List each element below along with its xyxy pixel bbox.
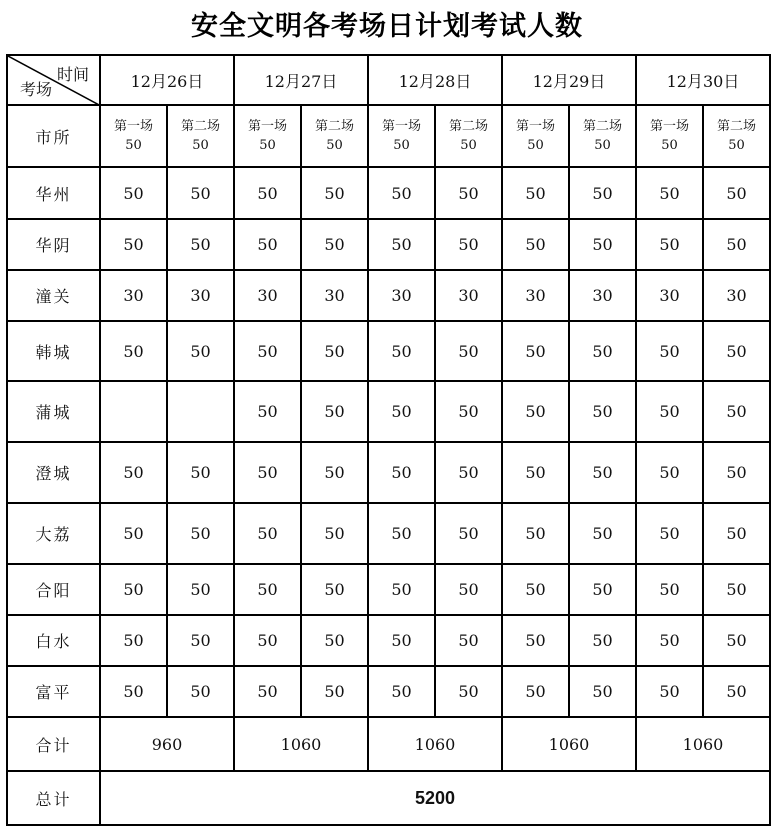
table-row <box>7 381 770 442</box>
session-label: 第一场 <box>113 119 153 134</box>
session-header <box>100 105 167 167</box>
session-count-cell: 50 <box>435 666 502 717</box>
session-header <box>368 105 435 167</box>
session-count-cell: 50 <box>234 564 301 615</box>
session-count-cell: 30 <box>636 270 703 321</box>
session-header <box>234 105 301 167</box>
table-row <box>7 270 770 321</box>
session-count-cell: 50 <box>435 167 502 219</box>
session-count-cell: 50 <box>100 564 167 615</box>
session-capacity: 50 <box>460 138 477 153</box>
session-count-cell: 50 <box>167 564 234 615</box>
table-row <box>7 564 770 615</box>
session-header <box>703 105 770 167</box>
date-header: 12月27日 <box>234 55 368 105</box>
session-header <box>301 105 368 167</box>
session-count-cell: 50 <box>703 666 770 717</box>
session-count-cell: 30 <box>368 270 435 321</box>
session-count-cell: 50 <box>435 442 502 503</box>
site-name: 合阳 <box>7 564 100 615</box>
session-header <box>435 105 502 167</box>
session-count-cell: 50 <box>435 564 502 615</box>
session-count-cell: 30 <box>167 270 234 321</box>
session-capacity: 50 <box>527 138 544 153</box>
session-label: 第二场 <box>716 119 756 134</box>
session-count-cell: 50 <box>100 219 167 270</box>
table-row <box>7 615 770 666</box>
session-count-cell: 50 <box>569 503 636 564</box>
session-header-row <box>7 105 770 167</box>
session-count-cell: 50 <box>569 442 636 503</box>
session-count-cell: 50 <box>703 381 770 442</box>
date-header-row <box>7 55 770 105</box>
session-capacity: 50 <box>192 138 209 153</box>
session-count-cell: 50 <box>100 666 167 717</box>
session-count-cell: 50 <box>234 615 301 666</box>
session-count-cell: 50 <box>502 381 569 442</box>
session-count-cell: 50 <box>167 167 234 219</box>
session-count-cell: 50 <box>100 442 167 503</box>
session-count-cell: 30 <box>703 270 770 321</box>
session-count-cell: 50 <box>368 564 435 615</box>
session-count-cell: 50 <box>301 503 368 564</box>
session-count-cell: 50 <box>167 442 234 503</box>
session-count-cell: 50 <box>636 219 703 270</box>
session-header <box>569 105 636 167</box>
session-count-cell <box>167 381 234 442</box>
session-count-cell: 50 <box>703 167 770 219</box>
subtotal-value: 1060 <box>368 717 502 771</box>
session-count-cell: 50 <box>234 666 301 717</box>
session-capacity: 50 <box>594 138 611 153</box>
session-count-cell: 50 <box>636 321 703 381</box>
session-count-cell: 50 <box>703 442 770 503</box>
session-count-cell: 50 <box>435 219 502 270</box>
session-count-cell: 50 <box>234 381 301 442</box>
session-count-cell: 50 <box>301 321 368 381</box>
session-count-cell: 50 <box>502 564 569 615</box>
table-row <box>7 167 770 219</box>
table-row <box>7 442 770 503</box>
site-name: 潼关 <box>7 270 100 321</box>
session-label: 第一场 <box>515 119 555 134</box>
session-label: 第二场 <box>314 119 354 134</box>
corner-header-cell <box>7 55 100 105</box>
session-count-cell: 30 <box>502 270 569 321</box>
session-count-cell: 50 <box>234 321 301 381</box>
session-count-cell: 50 <box>703 615 770 666</box>
total-row <box>7 771 770 825</box>
grand-total-value: 5200 <box>100 771 770 825</box>
session-count-cell: 50 <box>569 564 636 615</box>
subtotal-row <box>7 717 770 771</box>
session-count-cell: 50 <box>502 503 569 564</box>
session-count-cell: 50 <box>569 666 636 717</box>
session-count-cell: 50 <box>502 321 569 381</box>
subtotal-value: 1060 <box>636 717 770 771</box>
session-label: 第一场 <box>381 119 421 134</box>
subtotal-value: 1060 <box>502 717 636 771</box>
session-count-cell: 50 <box>301 615 368 666</box>
session-count-cell: 30 <box>234 270 301 321</box>
session-count-cell: 50 <box>569 321 636 381</box>
session-count-cell: 50 <box>435 615 502 666</box>
session-count-cell: 50 <box>569 219 636 270</box>
page-title: 安全文明各考场日计划考试人数 <box>191 11 583 42</box>
session-count-cell: 50 <box>100 321 167 381</box>
session-count-cell: 30 <box>100 270 167 321</box>
session-header <box>167 105 234 167</box>
site-name: 白水 <box>7 615 100 666</box>
subtotal-label: 合计 <box>7 717 100 771</box>
session-count-cell: 50 <box>636 381 703 442</box>
date-header: 12月26日 <box>100 55 234 105</box>
session-count-cell: 50 <box>569 167 636 219</box>
session-count-cell: 50 <box>502 167 569 219</box>
corner-site-label: 考场 <box>20 80 53 99</box>
session-count-cell: 50 <box>502 442 569 503</box>
session-count-cell: 50 <box>636 442 703 503</box>
session-label: 第一场 <box>649 119 689 134</box>
session-count-cell: 50 <box>502 666 569 717</box>
session-count-cell: 50 <box>502 219 569 270</box>
session-count-cell: 50 <box>703 564 770 615</box>
session-header <box>502 105 569 167</box>
session-count-cell: 50 <box>167 503 234 564</box>
session-count-cell: 50 <box>703 321 770 381</box>
session-count-cell: 50 <box>301 442 368 503</box>
date-header: 12月28日 <box>368 55 502 105</box>
session-capacity: 50 <box>393 138 410 153</box>
session-count-cell: 50 <box>234 442 301 503</box>
table-row <box>7 503 770 564</box>
session-capacity: 50 <box>259 138 276 153</box>
session-count-cell: 50 <box>368 321 435 381</box>
site-name: 澄城 <box>7 442 100 503</box>
table-row <box>7 666 770 717</box>
session-count-cell: 50 <box>636 503 703 564</box>
site-name: 华阴 <box>7 219 100 270</box>
exam-schedule-table <box>6 54 771 826</box>
session-label: 第一场 <box>247 119 287 134</box>
corner-time-label: 时间 <box>56 65 89 84</box>
session-count-cell: 50 <box>167 666 234 717</box>
session-count-cell: 50 <box>301 219 368 270</box>
table-row <box>7 321 770 381</box>
table-row <box>7 219 770 270</box>
site-name: 富平 <box>7 666 100 717</box>
session-label: 第二场 <box>582 119 622 134</box>
date-header: 12月29日 <box>502 55 636 105</box>
session-count-cell: 30 <box>301 270 368 321</box>
date-header: 12月30日 <box>636 55 770 105</box>
session-count-cell: 50 <box>301 564 368 615</box>
site-name: 韩城 <box>7 321 100 381</box>
session-count-cell: 50 <box>234 503 301 564</box>
session-count-cell: 50 <box>368 381 435 442</box>
session-count-cell: 50 <box>636 564 703 615</box>
session-count-cell: 50 <box>100 503 167 564</box>
session-count-cell: 50 <box>502 615 569 666</box>
session-capacity: 50 <box>728 138 745 153</box>
subtotal-value: 960 <box>100 717 234 771</box>
session-count-cell: 50 <box>234 167 301 219</box>
session-count-cell: 50 <box>435 321 502 381</box>
session-count-cell: 50 <box>435 503 502 564</box>
capacity-row-label: 市所 <box>7 105 100 167</box>
session-count-cell: 50 <box>368 442 435 503</box>
session-count-cell: 30 <box>435 270 502 321</box>
session-count-cell: 50 <box>234 219 301 270</box>
session-count-cell: 50 <box>100 167 167 219</box>
session-count-cell: 50 <box>569 615 636 666</box>
session-count-cell: 50 <box>301 666 368 717</box>
session-capacity: 50 <box>125 138 142 153</box>
session-count-cell: 50 <box>636 666 703 717</box>
session-count-cell: 50 <box>368 615 435 666</box>
session-label: 第二场 <box>448 119 488 134</box>
session-count-cell: 50 <box>636 615 703 666</box>
session-count-cell <box>100 381 167 442</box>
session-capacity: 50 <box>661 138 678 153</box>
session-count-cell: 50 <box>368 503 435 564</box>
session-count-cell: 50 <box>301 381 368 442</box>
session-count-cell: 50 <box>167 615 234 666</box>
session-count-cell: 50 <box>368 666 435 717</box>
session-count-cell: 50 <box>435 381 502 442</box>
site-name: 蒲城 <box>7 381 100 442</box>
session-count-cell: 50 <box>301 167 368 219</box>
total-label: 总计 <box>7 771 100 825</box>
session-count-cell: 50 <box>100 615 167 666</box>
session-count-cell: 50 <box>167 321 234 381</box>
session-capacity: 50 <box>326 138 343 153</box>
session-count-cell: 50 <box>368 219 435 270</box>
session-header <box>636 105 703 167</box>
site-name: 华州 <box>7 167 100 219</box>
site-name: 大荔 <box>7 503 100 564</box>
session-count-cell: 50 <box>569 381 636 442</box>
session-count-cell: 50 <box>368 167 435 219</box>
subtotal-value: 1060 <box>234 717 368 771</box>
session-count-cell: 50 <box>636 167 703 219</box>
session-count-cell: 50 <box>703 219 770 270</box>
session-count-cell: 30 <box>569 270 636 321</box>
session-label: 第二场 <box>180 119 220 134</box>
session-count-cell: 50 <box>167 219 234 270</box>
session-count-cell: 50 <box>703 503 770 564</box>
